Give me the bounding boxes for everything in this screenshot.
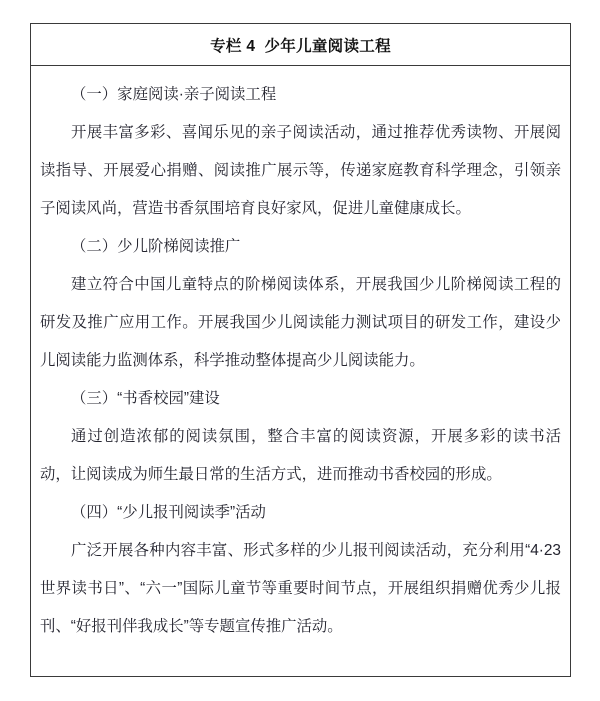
section-heading-4: （四）“少儿报刊阅读季”活动 — [71, 504, 266, 521]
callout-box-title-row — [31, 24, 570, 66]
section-body-1: 开展丰富多彩、喜闻乐见的亲子阅读活动，通过推荐优秀读物、开展阅读指导、开展爱心捐赠、阅读推广展示等，传递家庭教育科学理念，引领亲子阅读风尚，营造书香氛围培育良好家风，促进儿童健康成长。 — [40, 124, 561, 217]
callout-box — [30, 23, 571, 677]
section-body-4: 广泛开展各种内容丰富、形式多样的少儿报刊阅读活动，充分利用“4·23 世界读书日”、“六一”国际儿童节等重要时间节点，开展组织捐赠优秀少儿报刊、“好报刊伴我成长”等专题宣传推广活动。 — [40, 542, 561, 635]
section-heading-1: （一）家庭阅读·亲子阅读工程 — [71, 86, 277, 103]
section-body-3: 通过创造浓郁的阅读氛围，整合丰富的阅读资源，开展多彩的读书活动，让阅读成为师生最日常的生活方式，进而推动书香校园的形成。 — [40, 428, 561, 483]
section-heading-2: （二）少儿阶梯阅读推广 — [71, 238, 241, 255]
section-heading-3: （三）“书香校园”建设 — [71, 390, 220, 407]
section-body-2: 建立符合中国儿童特点的阶梯阅读体系，开展我国少儿阶梯阅读工程的研发及推广应用工作。开展我国少儿阅读能力测试项目的研发工作，建设少儿阅读能力监测体系，科学推动整体提高少儿阅读能力。 — [40, 276, 561, 369]
callout-box-body — [31, 66, 570, 646]
callout-box-title: 专栏 4 少年儿童阅读工程 — [210, 37, 391, 55]
